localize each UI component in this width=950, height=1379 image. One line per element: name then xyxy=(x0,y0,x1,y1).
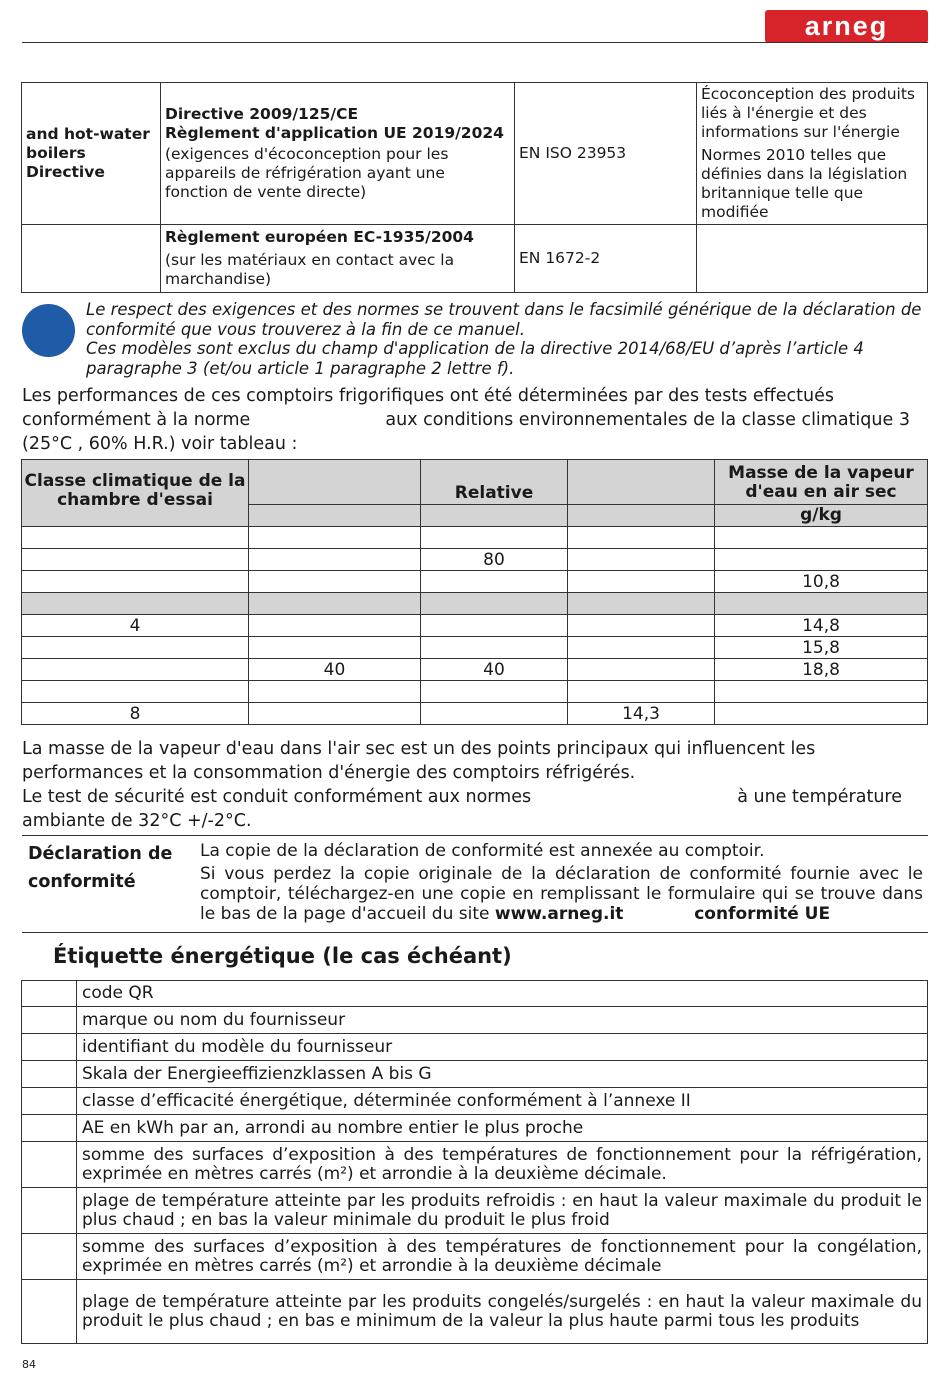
header-class: Classe climatique de la chambre d'essai xyxy=(22,460,249,527)
list-item: code QR xyxy=(22,981,928,1007)
header-col2 xyxy=(249,460,421,505)
table-row: 80 xyxy=(22,549,928,571)
header-rule xyxy=(22,42,928,43)
table-row: 15,8 xyxy=(22,637,928,659)
header-sub-4 xyxy=(568,505,715,527)
header-sub-2 xyxy=(249,505,421,527)
climate-table xyxy=(21,459,928,725)
table-row: 4 14,8 xyxy=(22,615,928,637)
header-sub-3 xyxy=(421,505,568,527)
declaration-text: La copie de la déclaration de conformité est annexée au comptoir. Si vous perdez la copie originale de la déclaration de conformité fournie avec le comptoir, téléchargez-en une copie en remplissant le formulaire qui se trouve dans le bas de la page d'accueil du site www.arneg.it conformité UE xyxy=(200,841,923,924)
page-number: 84 xyxy=(22,1358,36,1371)
header-mass: Masse de la vapeur d'eau en air sec xyxy=(715,460,928,505)
table-row: 10,8 xyxy=(22,571,928,593)
table-row xyxy=(22,681,928,703)
list-item: Skala der Energieeffizienzklassen A bis G xyxy=(22,1061,928,1088)
list-item: plage de température atteinte par les produits congelés/surgelés : en haut la valeur maximale du produit le plus chaud ; en bas e minimum de la valeur la plus haute parmi tous les produits xyxy=(22,1280,928,1344)
arneg-logo: arneg xyxy=(765,10,928,43)
table-row xyxy=(22,527,928,549)
directive-row1-col4: Écoconception des produits liés à l'énergie et des informations sur l'énergie Normes 2010 telles que définies dans la législation britannique telle que modifiée xyxy=(697,83,928,225)
directive-row1-col2: Directive 2009/125/CE Règlement d'application UE 2019/2024 (exigences d'écoconception pour les appareils de réfrigération ayant une fonction de vente directe) xyxy=(161,83,515,225)
vapour-paragraph: La masse de la vapeur d'eau dans l'air sec est un des points principaux qui influencent les performances et la consommation d'énergie des comptoirs réfrigérés. Le test de sécurité est conduit conformément aux normes à une température ambiante de 32°C +/-2°C. xyxy=(22,739,902,831)
section-title: Étiquette énergétique (le cas échéant) xyxy=(53,944,512,968)
header-unit: g/kg xyxy=(715,505,928,527)
list-item: somme des surfaces d’exposition à des températures de fonctionnement pour la congélation, exprimée en mètres carrés (m²) et arrondie à la deuxième décimale xyxy=(22,1234,928,1280)
table-row: 40 40 18,8 xyxy=(22,659,928,681)
list-item: identifiant du modèle du fournisseur xyxy=(22,1034,928,1061)
directive-table xyxy=(21,82,928,293)
table-row: 8 14,3 xyxy=(22,703,928,725)
website-link[interactable]: www.arneg.it xyxy=(494,904,624,924)
energy-label-table xyxy=(21,980,928,1344)
declaration-label: Déclaration de conformité xyxy=(28,844,173,892)
header-relative: Relative xyxy=(421,460,568,505)
table-row-grey xyxy=(22,593,928,615)
directive-row2-col3: EN 1672-2 xyxy=(515,225,697,293)
directive-row2-col4 xyxy=(697,225,928,293)
note-block: Le respect des exigences et des normes se trouvent dans le facsimilé générique de la déclaration de conformité que vous trouverez à la fin de ce manuel. Ces modèles sont exclus du champ d'application de la directive 2014/68/EU d’après l’article 4 paragraphe 3 (et/ou article 1 paragraphe 2 lettre f). xyxy=(86,300,922,378)
list-item: AE en kWh par an, arrondi au nombre entier le plus proche xyxy=(22,1115,928,1142)
directive-row2-col1 xyxy=(22,225,161,293)
performance-paragraph: Les performances de ces comptoirs frigorifiques ont été déterminées par des tests effectués conformément à la norme aux conditions environnementales de la classe climatique 3 (25°C , 60% H.R.) voir tableau : xyxy=(22,386,910,454)
list-item: plage de température atteinte par les produits refroidis : en haut la valeur maximale du produit le plus chaud ; en bas la valeur minimale du produit le plus froid xyxy=(22,1188,928,1234)
directive-row1-col3: EN ISO 23953 xyxy=(515,83,697,225)
header-col4 xyxy=(568,460,715,505)
directive-row1-col1: and hot-water boilers Directive xyxy=(22,83,161,225)
list-item: somme des surfaces d’exposition à des températures de fonctionnement pour la réfrigération, exprimée en mètres carrés (m²) et arrondie à la deuxième décimale. xyxy=(22,1142,928,1188)
list-item: classe d’efficacité énergétique, déterminée conformément à l’annexe II xyxy=(22,1088,928,1115)
directive-row2-col2: Règlement européen EC-1935/2004 (sur les matériaux en contact avec la marchandise) xyxy=(161,225,515,293)
list-item: marque ou nom du fournisseur xyxy=(22,1007,928,1034)
info-bullet-icon xyxy=(22,304,75,357)
